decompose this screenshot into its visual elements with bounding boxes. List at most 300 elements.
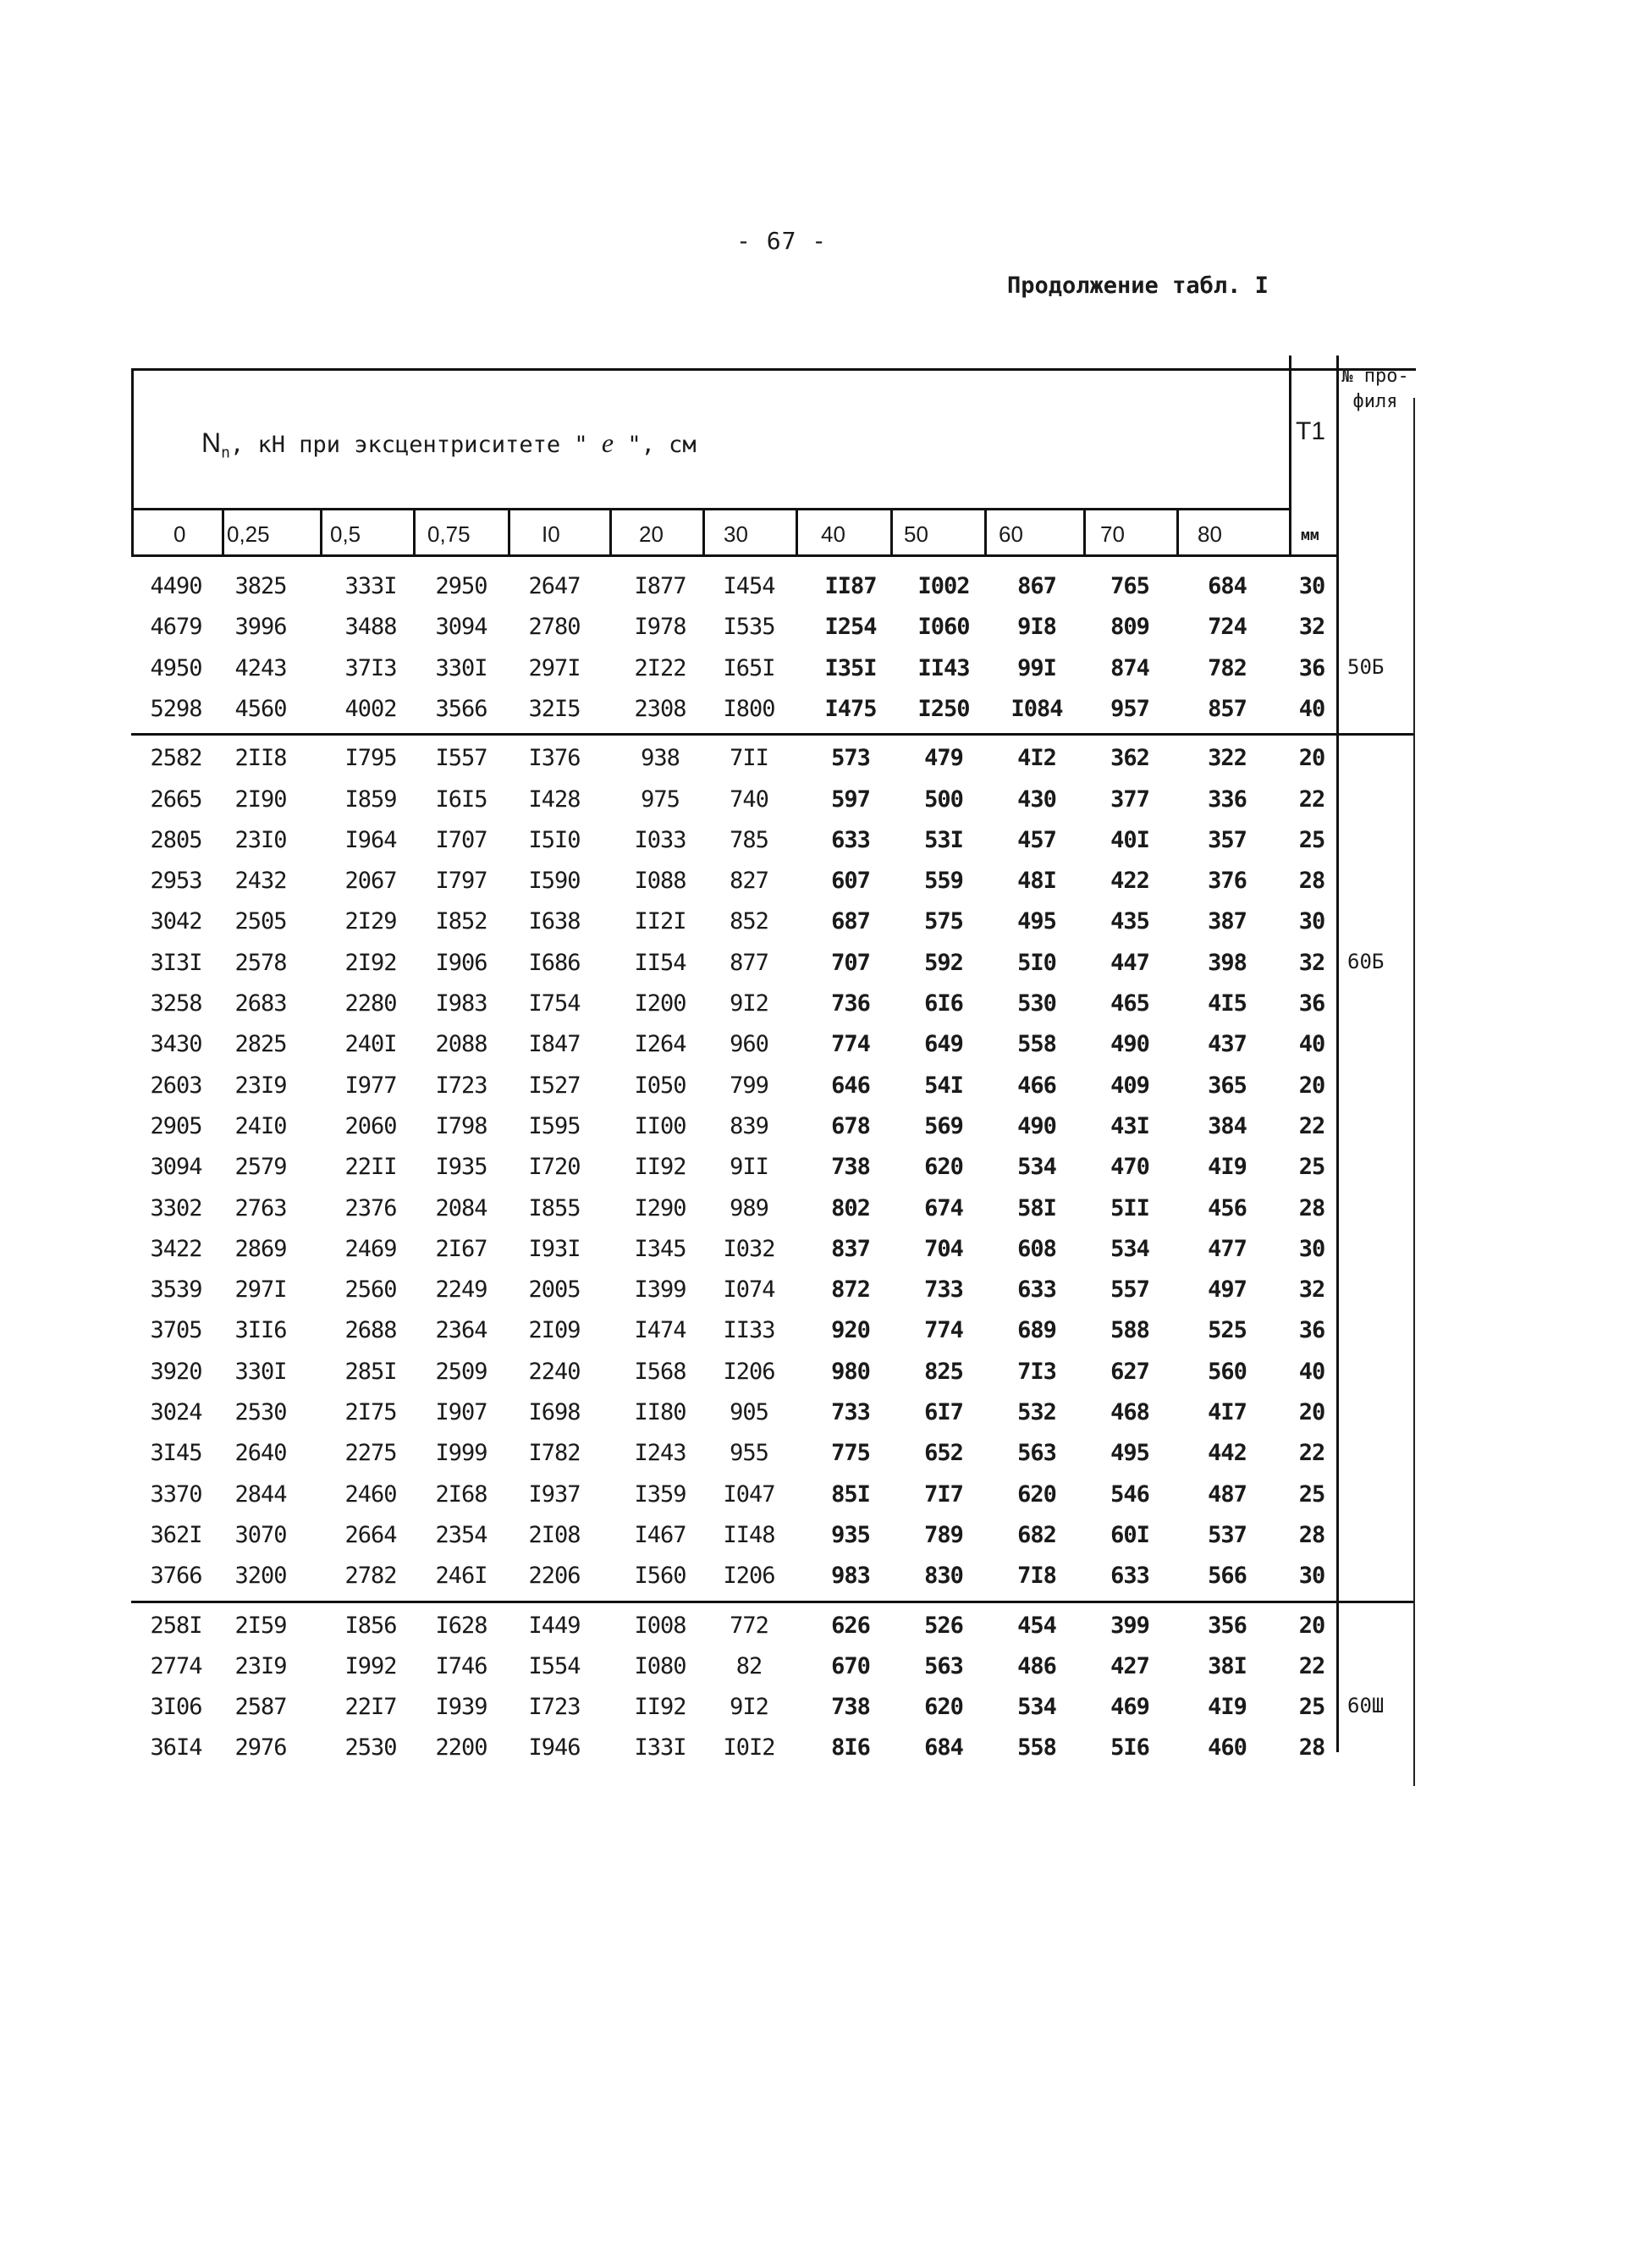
table-cell: 2844 xyxy=(234,1480,287,1508)
table-cell: 670 xyxy=(831,1652,870,1679)
table-cell: I746 xyxy=(435,1652,487,1679)
table-cell: 427 xyxy=(1110,1652,1149,1679)
table-cell: 456 xyxy=(1208,1194,1247,1221)
table-cell: 2060 xyxy=(344,1112,397,1139)
table-cell: 4I7 xyxy=(1208,1399,1247,1425)
table-cell: I906 xyxy=(435,949,487,976)
table-cell: 2206 xyxy=(528,1563,581,1590)
table-cell: 99I xyxy=(1017,654,1056,681)
table-cell: 297I xyxy=(234,1276,287,1304)
table-cell: I560 xyxy=(634,1563,686,1590)
column-head-bottom-rule xyxy=(131,554,1337,557)
quantity-subscript: n xyxy=(221,444,230,462)
table-cell: 336 xyxy=(1208,786,1247,813)
column-head-divider xyxy=(984,510,987,554)
table-cell: 2I75 xyxy=(344,1399,397,1425)
table-cell: 3825 xyxy=(234,573,287,599)
table-cell: 500 xyxy=(924,786,963,813)
table-cell: 422 xyxy=(1110,868,1149,895)
table-cell: I595 xyxy=(528,1112,581,1139)
table-cell: I206 xyxy=(723,1358,775,1385)
table-cell: 2530 xyxy=(234,1399,287,1425)
table-cell: 687 xyxy=(831,908,870,935)
table-cell: 633 xyxy=(1017,1276,1056,1304)
table-cell: 3996 xyxy=(234,614,287,641)
table-cell: 2II8 xyxy=(234,745,287,772)
table-cell: 526 xyxy=(924,1612,963,1639)
thickness-cell: 32 xyxy=(1298,1276,1325,1304)
table-cell: 2579 xyxy=(234,1154,287,1181)
table-cell: 874 xyxy=(1110,654,1149,681)
group-separator xyxy=(131,1601,1413,1603)
table-cell: 682 xyxy=(1017,1521,1056,1548)
table-cell: II80 xyxy=(634,1399,686,1425)
table-cell: 975 xyxy=(641,786,680,813)
table-cell: 830 xyxy=(924,1563,963,1590)
table-cell: 2I59 xyxy=(234,1612,287,1639)
table-cell: 2530 xyxy=(344,1734,397,1762)
table-cell: 258I xyxy=(150,1612,202,1639)
table-cell: 573 xyxy=(831,745,870,772)
table-cell: 785 xyxy=(730,826,768,853)
table-cell: 460 xyxy=(1208,1734,1247,1762)
table-cell: 3488 xyxy=(344,614,397,641)
table-cell: 559 xyxy=(924,868,963,895)
table-cell: 365 xyxy=(1208,1072,1247,1099)
table-cell: 22I7 xyxy=(344,1694,397,1721)
table-cell: 3766 xyxy=(150,1563,202,1590)
table-cell: II2I xyxy=(634,908,686,935)
table-cell: 684 xyxy=(1208,573,1247,599)
thickness-cell: 32 xyxy=(1298,614,1325,641)
table-cell: 2240 xyxy=(528,1358,581,1385)
table-cell: 469 xyxy=(1110,1694,1149,1721)
table-cell: 2780 xyxy=(528,614,581,641)
table-cell: 736 xyxy=(831,990,870,1017)
thickness-cell: 28 xyxy=(1298,1521,1325,1548)
table-cell: 9I8 xyxy=(1017,614,1056,641)
table-cell: 852 xyxy=(730,908,768,935)
table-cell: I983 xyxy=(435,990,487,1017)
thickness-cell: 20 xyxy=(1298,1399,1325,1425)
table-cell: 2950 xyxy=(435,573,487,599)
table-cell: 707 xyxy=(831,949,870,976)
column-head-divider xyxy=(609,510,612,554)
group-separator xyxy=(131,733,1413,736)
table-cell: 3200 xyxy=(234,1563,287,1590)
table-cell: 3024 xyxy=(150,1399,202,1425)
table-cell: 2976 xyxy=(234,1734,287,1762)
table-cell: I859 xyxy=(344,786,397,813)
table-cell: 3I06 xyxy=(150,1694,202,1721)
table-cell: 678 xyxy=(831,1112,870,1139)
table-cell: 497 xyxy=(1208,1276,1247,1304)
table-cell: 3I45 xyxy=(150,1440,202,1467)
table-cell: I978 xyxy=(634,614,686,641)
table-cell: 989 xyxy=(730,1194,768,1221)
page-right-rule xyxy=(1413,398,1415,1786)
table-cell: 2005 xyxy=(528,1276,581,1304)
table-cell: I467 xyxy=(634,1521,686,1548)
table-cell: I638 xyxy=(528,908,581,935)
table-cell: 430 xyxy=(1017,786,1056,813)
table-cell: 3370 xyxy=(150,1480,202,1508)
table-cell: 9I2 xyxy=(730,1694,768,1721)
table-cell: 3094 xyxy=(150,1154,202,1181)
table-cell: 435 xyxy=(1110,908,1149,935)
table-cell: 5298 xyxy=(150,695,202,722)
thickness-cell: 25 xyxy=(1298,1694,1325,1721)
table-cell: 905 xyxy=(730,1399,768,1425)
table-cell: 983 xyxy=(831,1563,870,1590)
column-head-divider xyxy=(890,510,893,554)
column-head-divider xyxy=(222,510,224,554)
table-cell: 486 xyxy=(1017,1652,1056,1679)
column-head-divider xyxy=(702,510,705,554)
table-cell: 23I9 xyxy=(234,1072,287,1099)
table-cell: 7I7 xyxy=(924,1480,963,1508)
table-cell: 5I0 xyxy=(1017,949,1056,976)
table-cell: 546 xyxy=(1110,1480,1149,1508)
table-cell: 333I xyxy=(344,573,397,599)
table-cell: I376 xyxy=(528,745,581,772)
table-cell: 387 xyxy=(1208,908,1247,935)
table-cell: 2953 xyxy=(150,868,202,895)
table-cell: 4490 xyxy=(150,573,202,599)
table-cell: 399 xyxy=(1110,1612,1149,1639)
table-cell: 563 xyxy=(924,1652,963,1679)
table-cell: I060 xyxy=(917,614,970,641)
table-cell: 356 xyxy=(1208,1612,1247,1639)
column-head-divider xyxy=(413,510,416,554)
table-cell: 495 xyxy=(1017,908,1056,935)
table-cell: I033 xyxy=(634,826,686,853)
table-cell: 740 xyxy=(730,786,768,813)
table-cell: 530 xyxy=(1017,990,1056,1017)
table-cell: 560 xyxy=(1208,1358,1247,1385)
table-cell: 534 xyxy=(1017,1694,1056,1721)
table-cell: 322 xyxy=(1208,745,1247,772)
table-cell: 377 xyxy=(1110,786,1149,813)
table-cell: I557 xyxy=(435,745,487,772)
table-cell: 558 xyxy=(1017,1734,1056,1762)
table-cell: 4243 xyxy=(234,654,287,681)
table-cell: 2665 xyxy=(150,786,202,813)
table-cell: 3I3I xyxy=(150,949,202,976)
table-cell: 54I xyxy=(924,1072,963,1099)
table-cell: I939 xyxy=(435,1694,487,1721)
table-cell: 774 xyxy=(924,1317,963,1344)
table-cell: 704 xyxy=(924,1235,963,1262)
table-cell: 532 xyxy=(1017,1399,1056,1425)
table-cell: I977 xyxy=(344,1072,397,1099)
table-cell: 2460 xyxy=(344,1480,397,1508)
table-cell: II92 xyxy=(634,1154,686,1181)
table-cell: 465 xyxy=(1110,990,1149,1017)
thickness-cell: 20 xyxy=(1298,745,1325,772)
column-head-11: 80 xyxy=(1198,521,1222,547)
table-cell: 2688 xyxy=(344,1317,397,1344)
table-cell: 2763 xyxy=(234,1194,287,1221)
table-cell: I050 xyxy=(634,1072,686,1099)
table-cell: 733 xyxy=(831,1399,870,1425)
table-cell: I475 xyxy=(824,695,877,722)
table-cell: I628 xyxy=(435,1612,487,1639)
table-cell: 4002 xyxy=(344,695,397,722)
table-cell: I399 xyxy=(634,1276,686,1304)
table-cell: II87 xyxy=(824,573,877,599)
table-cell: 454 xyxy=(1017,1612,1056,1639)
table-cell: I206 xyxy=(723,1563,775,1590)
table-cell: I935 xyxy=(435,1154,487,1181)
table-cell: 633 xyxy=(831,826,870,853)
thickness-cell: 40 xyxy=(1298,695,1325,722)
table-cell: 4I5 xyxy=(1208,990,1247,1017)
table-cell: 799 xyxy=(730,1072,768,1099)
table-cell: 487 xyxy=(1208,1480,1247,1508)
table-cell: 2308 xyxy=(634,695,686,722)
table-cell: 569 xyxy=(924,1112,963,1139)
table-cell: I535 xyxy=(723,614,775,641)
table-cell: 3539 xyxy=(150,1276,202,1304)
table-cell: 839 xyxy=(730,1112,768,1139)
table-cell: 877 xyxy=(730,949,768,976)
table-cell: 362 xyxy=(1110,745,1149,772)
eccentricity-symbol: e xyxy=(601,427,614,458)
table-cell: 2I29 xyxy=(344,908,397,935)
column-head-divider xyxy=(1176,510,1179,554)
table-cell: I852 xyxy=(435,908,487,935)
table-cell: 2905 xyxy=(150,1112,202,1139)
table-cell: 957 xyxy=(1110,695,1149,722)
table-cell: 447 xyxy=(1110,949,1149,976)
table-cell: 4950 xyxy=(150,654,202,681)
table-cell: 37I3 xyxy=(344,654,397,681)
table-cell: I856 xyxy=(344,1612,397,1639)
table-cell: 330I xyxy=(435,654,487,681)
table-cell: 2664 xyxy=(344,1521,397,1548)
table-cell: 558 xyxy=(1017,1031,1056,1058)
table-cell: 53I xyxy=(924,826,963,853)
table-cell: I992 xyxy=(344,1652,397,1679)
table-cell: 2067 xyxy=(344,868,397,895)
table-cell: 2603 xyxy=(150,1072,202,1099)
table-cell: 330I xyxy=(234,1358,287,1385)
table-cell: 2I92 xyxy=(344,949,397,976)
table-cell: 3422 xyxy=(150,1235,202,1262)
table-cell: 2200 xyxy=(435,1734,487,1762)
header-top-rule xyxy=(131,368,1416,371)
thickness-cell: 22 xyxy=(1298,1440,1325,1467)
table-cell: 620 xyxy=(924,1154,963,1181)
table-cell: I723 xyxy=(528,1694,581,1721)
column-head-3: 0,75 xyxy=(427,521,471,547)
table-cell: I855 xyxy=(528,1194,581,1221)
header-bottom-rule xyxy=(131,508,1291,510)
thickness-cell: 32 xyxy=(1298,949,1325,976)
table-cell: I032 xyxy=(723,1235,775,1262)
table-cell: 646 xyxy=(831,1072,870,1099)
thickness-cell: 25 xyxy=(1298,826,1325,853)
quantity-tail: ", см xyxy=(627,432,697,458)
table-cell: II48 xyxy=(723,1521,775,1548)
table-cell: 534 xyxy=(1110,1235,1149,1262)
column-head-divider xyxy=(796,510,798,554)
thickness-cell: 36 xyxy=(1298,1317,1325,1344)
thickness-cell: 30 xyxy=(1298,573,1325,599)
table-cell: 442 xyxy=(1208,1440,1247,1467)
table-cell: I707 xyxy=(435,826,487,853)
table-cell: 592 xyxy=(924,949,963,976)
thickness-cell: 22 xyxy=(1298,1652,1325,1679)
table-cell: 3302 xyxy=(150,1194,202,1221)
table-cell: 2I22 xyxy=(634,654,686,681)
table-cell: 362I xyxy=(150,1521,202,1548)
table-cell: 938 xyxy=(641,745,680,772)
table-cell: 738 xyxy=(831,1694,870,1721)
table-cell: I720 xyxy=(528,1154,581,1181)
table-cell: 837 xyxy=(831,1235,870,1262)
table-cell: 563 xyxy=(1017,1440,1056,1467)
table-cell: I264 xyxy=(634,1031,686,1058)
table-cell: 2578 xyxy=(234,949,287,976)
table-cell: 3430 xyxy=(150,1031,202,1058)
table-cell: 32I5 xyxy=(528,695,581,722)
table-cell: 3070 xyxy=(234,1521,287,1548)
profile-label: 60Б xyxy=(1347,949,1385,973)
table-cell: 2I67 xyxy=(435,1235,487,1262)
table-cell: I554 xyxy=(528,1652,581,1679)
table-cell: 409 xyxy=(1110,1072,1149,1099)
table-cell: 58I xyxy=(1017,1194,1056,1221)
thickness-cell: 36 xyxy=(1298,990,1325,1017)
table-cell: 5II xyxy=(1110,1194,1149,1221)
table-cell: I946 xyxy=(528,1734,581,1762)
table-cell: 774 xyxy=(831,1031,870,1058)
table-cell: 3566 xyxy=(435,695,487,722)
table-cell: 2560 xyxy=(344,1276,397,1304)
profile-label: 50Б xyxy=(1347,654,1385,679)
table-cell: 627 xyxy=(1110,1358,1149,1385)
table-cell: 980 xyxy=(831,1358,870,1385)
table-cell: I5I0 xyxy=(528,826,581,853)
table-cell: 246I xyxy=(435,1563,487,1590)
table-cell: 566 xyxy=(1208,1563,1247,1590)
quantity-text: , кН при эксцентриситете " xyxy=(229,432,588,458)
table-cell: I686 xyxy=(528,949,581,976)
t1-left-rule xyxy=(1289,356,1291,556)
table-cell: 2249 xyxy=(435,1276,487,1304)
table-cell: 40I xyxy=(1110,826,1149,853)
column-head-5: 20 xyxy=(639,521,664,547)
table-cell: 857 xyxy=(1208,695,1247,722)
table-cell: 2509 xyxy=(435,1358,487,1385)
table-cell: 724 xyxy=(1208,614,1247,641)
table-cell: I847 xyxy=(528,1031,581,1058)
table-cell: 384 xyxy=(1208,1112,1247,1139)
table-cell: 782 xyxy=(1208,654,1247,681)
table-cell: 4I9 xyxy=(1208,1154,1247,1181)
column-head-7: 40 xyxy=(821,521,845,547)
table-cell: I999 xyxy=(435,1440,487,1467)
table-cell: I937 xyxy=(528,1480,581,1508)
table-cell: 43I xyxy=(1110,1112,1149,1139)
table-cell: 789 xyxy=(924,1521,963,1548)
table-cell: 457 xyxy=(1017,826,1056,853)
thickness-cell: 40 xyxy=(1298,1358,1325,1385)
table-cell: 7I3 xyxy=(1017,1358,1056,1385)
table-cell: 8I6 xyxy=(831,1734,870,1762)
table-cell: I047 xyxy=(723,1480,775,1508)
table-cell: I0I2 xyxy=(723,1734,775,1762)
table-cell: 649 xyxy=(924,1031,963,1058)
table-cell: 2I90 xyxy=(234,786,287,813)
table-cell: I359 xyxy=(634,1480,686,1508)
column-head-9: 60 xyxy=(999,521,1023,547)
table-cell: I33I xyxy=(634,1734,686,1762)
table-cell: I080 xyxy=(634,1652,686,1679)
table-cell: 24I0 xyxy=(234,1112,287,1139)
table-cell: 960 xyxy=(730,1031,768,1058)
table-cell: 2364 xyxy=(435,1317,487,1344)
table-cell: I088 xyxy=(634,868,686,895)
table-cell: 2432 xyxy=(234,868,287,895)
table-cell: II00 xyxy=(634,1112,686,1139)
table-cell: I428 xyxy=(528,786,581,813)
table-cell: 872 xyxy=(831,1276,870,1304)
table-cell: I35I xyxy=(824,654,877,681)
table-cell: I6I5 xyxy=(435,786,487,813)
unit-header: мм xyxy=(1301,527,1319,544)
table-cell: 4679 xyxy=(150,614,202,641)
column-head-divider xyxy=(320,510,322,554)
table-cell: I798 xyxy=(435,1112,487,1139)
table-cell: 2869 xyxy=(234,1235,287,1262)
table-cell: I454 xyxy=(723,573,775,599)
table-cell: 2469 xyxy=(344,1235,397,1262)
table-cell: I782 xyxy=(528,1440,581,1467)
header-left-rule xyxy=(131,368,134,556)
thickness-cell: 40 xyxy=(1298,1031,1325,1058)
table-cell: 684 xyxy=(924,1734,963,1762)
table-cell: I568 xyxy=(634,1358,686,1385)
table-cell: I698 xyxy=(528,1399,581,1425)
table-cell: 3705 xyxy=(150,1317,202,1344)
column-head-divider xyxy=(508,510,510,554)
thickness-cell: 30 xyxy=(1298,908,1325,935)
table-cell: 626 xyxy=(831,1612,870,1639)
thickness-cell: 30 xyxy=(1298,1235,1325,1262)
table-cell: 920 xyxy=(831,1317,870,1344)
table-cell: 495 xyxy=(1110,1440,1149,1467)
table-cell: I008 xyxy=(634,1612,686,1639)
table-cell: I795 xyxy=(344,745,397,772)
table-cell: 608 xyxy=(1017,1235,1056,1262)
table-cell: 82 xyxy=(735,1652,763,1679)
table-cell: 2I09 xyxy=(528,1317,581,1344)
table-cell: 588 xyxy=(1110,1317,1149,1344)
table-cell: 652 xyxy=(924,1440,963,1467)
table-cell: II54 xyxy=(634,949,686,976)
table-cell: I754 xyxy=(528,990,581,1017)
thickness-cell: 28 xyxy=(1298,1194,1325,1221)
column-head-6: 30 xyxy=(724,521,748,547)
table-cell: 955 xyxy=(730,1440,768,1467)
table-cell: 9II xyxy=(730,1154,768,1181)
table-cell: 689 xyxy=(1017,1317,1056,1344)
table-cell: 525 xyxy=(1208,1317,1247,1344)
table-cell: 23I9 xyxy=(234,1652,287,1679)
